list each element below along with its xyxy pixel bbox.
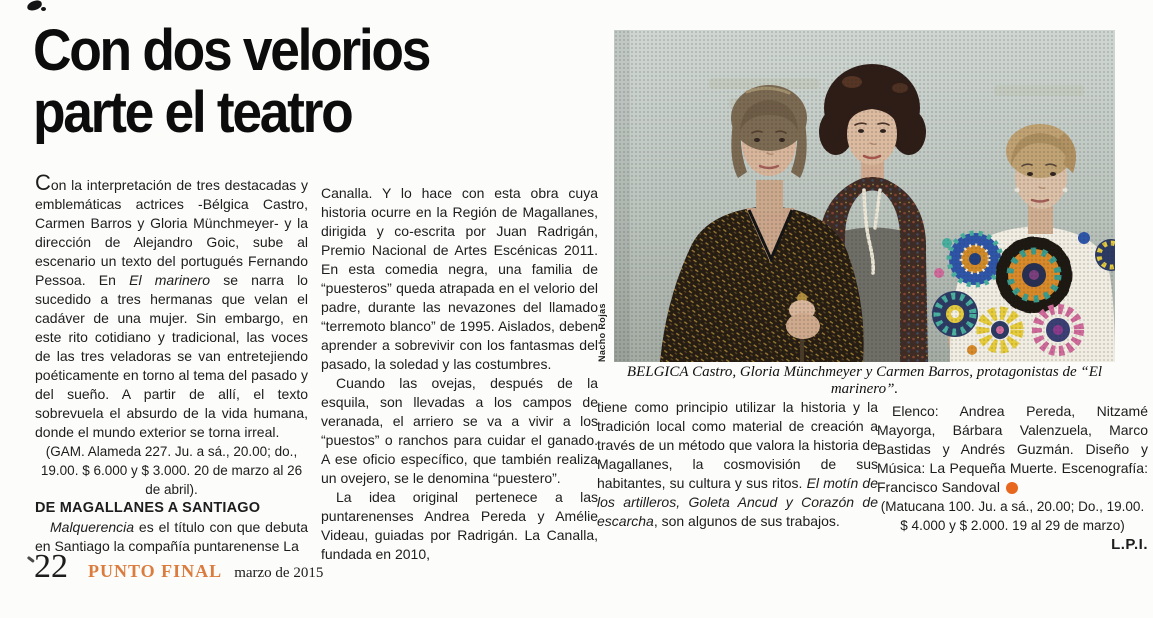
credits-text: Elenco: Andrea Pereda, Nitzamé Mayorga, Bárbara Valenzuela, Marco Bastidas y Andrés Guzmán. Diseño y Música: La Pequeña Muerte. Escenografía: Francisco Sandoval: [877, 403, 1148, 495]
author-initials: L.P.I.: [1111, 536, 1148, 553]
photo-illustration: [614, 30, 1115, 362]
issue-date: marzo de 2015: [234, 565, 324, 581]
headline-line2: parte el teatro: [33, 80, 352, 145]
work-title-malquerencia: Malquerencia: [50, 519, 135, 535]
page-number: 22: [34, 548, 68, 585]
ink-blot-artifact: [41, 7, 46, 11]
page-footer: [34, 548, 323, 586]
mandala-blue: [949, 233, 1001, 285]
principio-text: tiene como principio utilizar la historia y la tradición local como material de creación a través de un método que valora la historia de Magallanes, la cosmovisión de sus habitantes, su cultura y sus ritos.: [597, 399, 878, 491]
paragraph-principio: [597, 398, 878, 531]
article-column-1: [35, 170, 308, 556]
mandala-black-star: [996, 237, 1072, 313]
mandala-teal-star: [932, 291, 978, 337]
intro-paragraph: [35, 170, 308, 442]
article-column-4: [877, 402, 1148, 554]
paragraph-canalla: Canalla. Y lo hace con esta obra cuya historia ocurre en la Región de Magallanes, dirigida y co-escrita por Juan Radrigán, Premio Nacional de Artes Escénicas 2011. En esta comedia negra, una familia de “puesteros” queda atrapada en el velorio del padre, durante las nevazones del llamado “terremoto blanco” de 1995. Aislados, deben aprender a sobrevivir con los fantasmas del pasado, la soledad y las costumbres.: [321, 185, 598, 372]
intro-text: on la interpretación de tres destacadas y emblemáticas actrices -Bélgica Castro, Carmen Barros y Gloria Münchmeyer- y la dirección de Alejandro Goic, sube al escenario un texto del portugués Fernando Pessoa. En: [35, 177, 308, 288]
intro-text-cont: se narra lo sucedido a tres hermanas que velan el cadáver de una mujer. Sin embargo, en este rito cotidiano y tradicional, las voces de las tres veladoras se van entretejiendo poéticamente en torno al tema del pasado y del sueño. A partir de allí, el texto sobrevuela el absurdo de la vida humana, donde el mundo exterior se torna irreal.: [35, 272, 308, 440]
work-title-el-marinero: El marinero: [129, 272, 210, 288]
photo-credit: Nacho Rojas: [597, 303, 607, 362]
article-column-3: [597, 398, 878, 531]
matucana-venue-info: (Matucana 100. Ju. a sá., 20.00; Do., 19.00. $ 4.000 y $ 2.000. 19 al 29 de marzo): [880, 499, 1145, 533]
article-column-2: [321, 184, 598, 564]
credits-paragraph: [877, 402, 1148, 497]
gam-venue-info: (GAM. Alameda 227. Ju. a sá., 20.00; do., 19.00. $ 6.000 y $ 3.000. 20 de marzo al 26 de abril).: [40, 444, 303, 497]
dropcap-letter: C: [35, 170, 51, 195]
paragraph-idea-original: La idea original pertenece a las puntarenenses Andrea Pereda y Amélie Videau, guiadas por Radrigán. La Canalla, fundada en 2010,: [321, 489, 598, 562]
article-headline: [33, 20, 557, 144]
work-titles-italic: El motín de los artilleros, Goleta Ancud y Corazón de escarcha: [597, 475, 878, 529]
photo-caption: BELGICA Castro, Gloria Münchmeyer y Carmen Barros, protagonistas de “El marinero”.: [626, 364, 1103, 397]
headline-line1: Con dos velorios: [33, 18, 430, 83]
paragraph-ovejas: Cuando las ovejas, después de la esquila, son llevadas a los campos de veranada, el arriero se va a vivir a los “puestos” o ranchos para cuidar el ganado. A ese oficio específico, que también realiza un ovejero, se le denomina “puestero”.: [321, 375, 598, 486]
principio-text-cont: , son algunos de sus trabajos.: [653, 513, 840, 529]
end-of-article-dot-icon: [1006, 482, 1018, 494]
publication-brand: PUNTO FINAL: [88, 561, 223, 581]
malquerencia-text: es el título con que debuta en Santiago la compañía puntarenense La: [35, 519, 308, 554]
section-subhead: DE MAGALLANES A SANTIAGO: [35, 500, 261, 516]
photo-three-actresses: [614, 30, 1115, 362]
